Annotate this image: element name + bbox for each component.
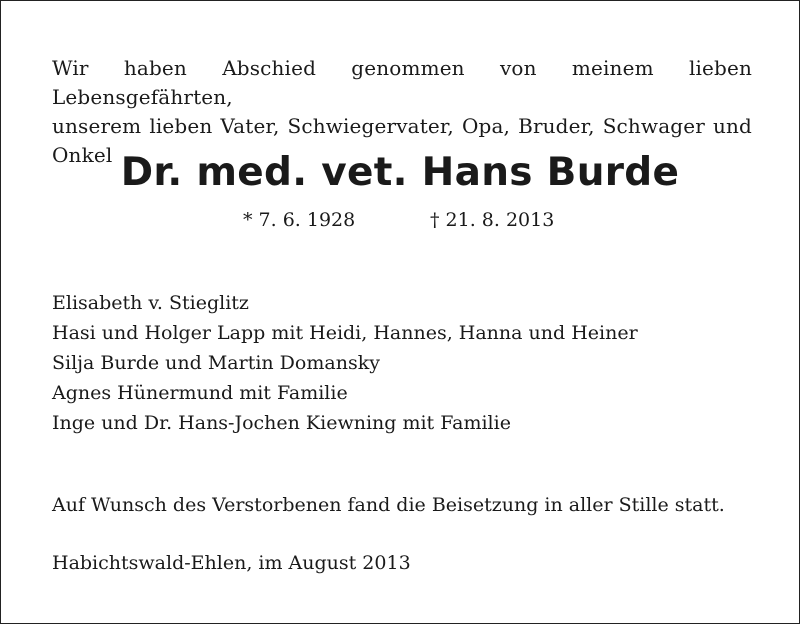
mourner-entry: Silja Burde und Martin Domansky xyxy=(52,352,380,374)
mourner-entry: Agnes Hünermund mit Familie xyxy=(52,382,348,404)
intro-line: Wir haben Abschied genommen von meinem lieben Lebensgefährten, xyxy=(52,56,752,109)
deceased-name: Dr. med. vet. Hans Burde xyxy=(120,150,680,195)
mourner-entry: Elisabeth v. Stieglitz xyxy=(52,292,249,314)
mourner-entry: Inge und Dr. Hans-Jochen Kiewning mit Familie xyxy=(52,412,511,434)
place-and-date: Habichtswald-Ehlen, im August 2013 xyxy=(52,552,411,574)
intro-line: unserem lieben Vater, Schwiegervater, Opa, Bruder, Schwager und Onkel xyxy=(52,114,752,167)
mourner-entry: Hasi und Holger Lapp mit Heidi, Hannes, Hanna und Heiner xyxy=(52,322,638,344)
death-date: † 21. 8. 2013 xyxy=(430,209,555,231)
birth-date: * 7. 6. 1928 xyxy=(243,209,356,231)
mourners-list xyxy=(52,288,638,438)
burial-note: Auf Wunsch des Verstorbenen fand die Beisetzung in aller Stille statt. xyxy=(52,494,725,516)
